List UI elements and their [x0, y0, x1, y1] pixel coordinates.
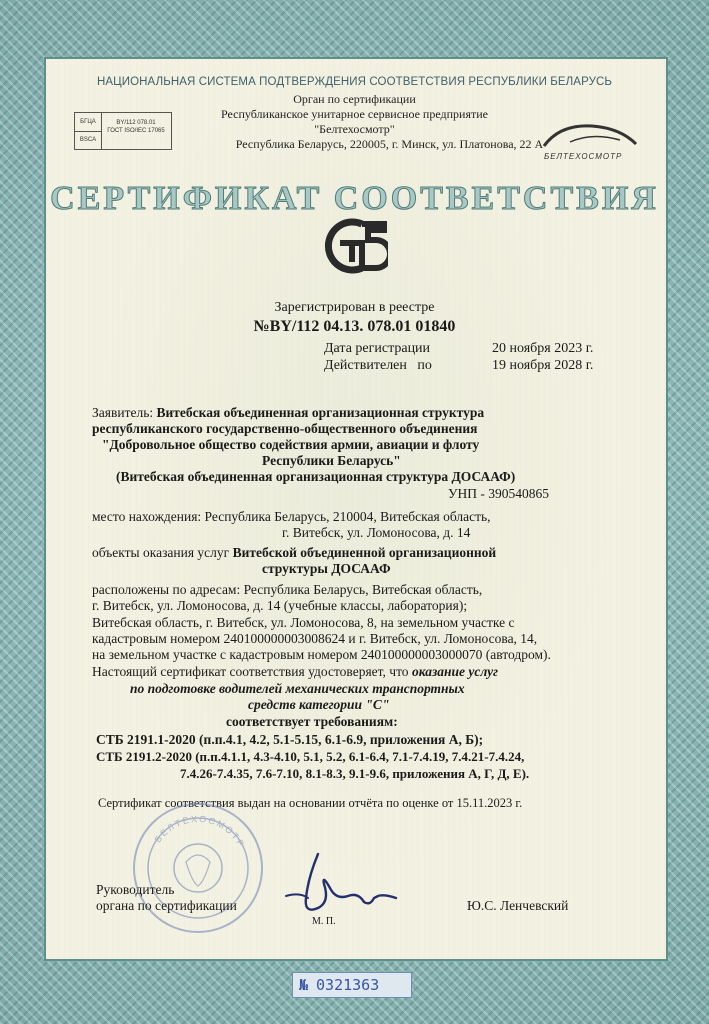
- requirement-2b: 7.4.26-7.4.35, 7.6-7.10, 8.1-8.3, 9.1-9.6, приложения А, Г, Д, Е).: [180, 766, 530, 781]
- valid-until-value: 19 ноября 2028 г.: [492, 358, 594, 373]
- service-objects-name-1: Витебской объединенной организационной: [232, 545, 497, 560]
- registry-label: Зарегистрирован в реестре: [274, 300, 435, 315]
- seal-place-mark: М. П.: [312, 916, 336, 927]
- handwritten-signature-icon: [278, 848, 408, 918]
- registration-date-value: 20 ноября 2023 г.: [492, 341, 594, 356]
- serial-prefix: №: [299, 976, 309, 994]
- certifies-prefix: Настоящий сертификат соответствия удостоверяет, что: [92, 664, 409, 679]
- valid-until-label: Действителен по: [324, 358, 432, 373]
- organ-name: "Белтехосмотр": [314, 122, 395, 136]
- stb-conformity-mark-icon: [322, 218, 388, 274]
- accreditation-standard: ГОСТ ISO/IEC 17065: [107, 128, 165, 134]
- signatory-role-2: органа по сертификации: [96, 898, 237, 913]
- address-line-1: расположены по адресам: Республика Беларусь, Витебская область,: [92, 582, 483, 597]
- certificate-title: СЕРТИФИКАТ СООТВЕТСТВИЯ: [50, 180, 659, 217]
- organ-line: Республиканское унитарное сервисное предприятие: [221, 107, 488, 121]
- beltehosmotr-car-logo-icon: [540, 118, 640, 152]
- service-name-3: средств категории "С": [248, 697, 390, 712]
- registry-number: №BY/112 04.13. 078.01 01840: [253, 318, 456, 335]
- service-objects-label: объекты оказания услуг: [92, 545, 230, 560]
- address-line-2: г. Витебск, ул. Ломоносова, д. 14 (учебные классы, лаборатория);: [92, 598, 468, 613]
- applicant-name-5: (Витебская объединенная организационная структура ДОСААФ): [116, 469, 516, 484]
- accreditation-mark-bottom: BSCA: [75, 131, 102, 149]
- service-name-1: оказание услуг: [411, 664, 499, 679]
- signatory-role-1: Руководитель: [96, 882, 175, 897]
- applicant-line-1: [92, 405, 637, 420]
- requirement-2a: СТБ 2191.2-2020 (п.п.4.1.1, 4.3-4.10, 5.1, 5.2, 6.1-6.4, 7.1-7.4.19, 7.4.21-7.4.24,: [96, 749, 525, 764]
- serial-number: 0321363: [316, 976, 380, 994]
- applicant-label: Заявитель:: [92, 405, 154, 420]
- applicant-name-4: Республики Беларусь": [262, 453, 401, 468]
- national-system-header: НАЦИОНАЛЬНАЯ СИСТЕМА ПОДТВЕРЖДЕНИЯ СООТВЕТСТВИЯ РЕСПУБЛИКИ БЕЛАРУСЬ: [96, 76, 613, 88]
- applicant-name-1: Витебская объединенная организационная структура: [156, 405, 485, 420]
- address-line-4: кадастровым номером 240100000003008624 и г. Витебск, ул. Ломоносова, 14,: [92, 631, 538, 646]
- requirement-1: СТБ 2191.1-2020 (п.п.4.1, 4.2, 5.1-5.15, 6.1-6.9, приложения А, Б);: [96, 732, 484, 747]
- serial-number-box: [292, 972, 412, 998]
- accreditation-code: BY/112 078.01: [116, 120, 156, 126]
- certifies-line-1: [92, 664, 637, 679]
- applicant-name-3: "Добровольное общество содействия армии, авиации и флоту: [102, 437, 480, 452]
- applicant-name-2: республиканского государственно-общественного объединения: [92, 421, 478, 436]
- accreditation-mark: [74, 112, 172, 150]
- conforms-label: соответствует требованиям:: [226, 714, 398, 729]
- registration-date-label: Дата регистрации: [324, 341, 431, 356]
- accreditation-mark-code: [102, 119, 170, 135]
- accreditation-mark-top: БГЦА: [75, 113, 102, 132]
- brand-logo-text: БЕЛТЕХОСМОТР: [544, 152, 623, 161]
- service-objects-name-2: структуры ДОСААФ: [262, 561, 391, 576]
- address-line-5: на земельном участке с кадастровым номером 240100000003000070 (автодром).: [92, 647, 551, 662]
- organ-address: Республика Беларусь, 220005, г. Минск, ул. Платонова, 22 А: [235, 137, 544, 151]
- unp: УНП - 390540865: [448, 486, 550, 501]
- service-objects-line-1: [92, 545, 637, 560]
- basis-statement: Сертификат соответствия выдан на основании отчёта по оценке от 15.11.2023 г.: [98, 796, 523, 810]
- official-seal-stamp-icon: [130, 800, 266, 936]
- location-line-2: г. Витебск, ул. Ломоносова, д. 14: [282, 525, 471, 540]
- svg-text:БЕЛТЕХОСМОТР: БЕЛТЕХОСМОТР: [152, 813, 247, 850]
- signatory-name: Ю.С. Ленчевский: [467, 898, 569, 913]
- service-name-2: по подготовке водителей механических транспортных: [130, 681, 465, 696]
- location-line-1: место нахождения: Республика Беларусь, 210004, Витебская область,: [92, 509, 491, 524]
- address-line-3: Витебская область, г. Витебск, ул. Ломоносова, 8, на земельном участке с: [92, 615, 515, 630]
- organ-label: Орган по сертификации: [293, 92, 416, 106]
